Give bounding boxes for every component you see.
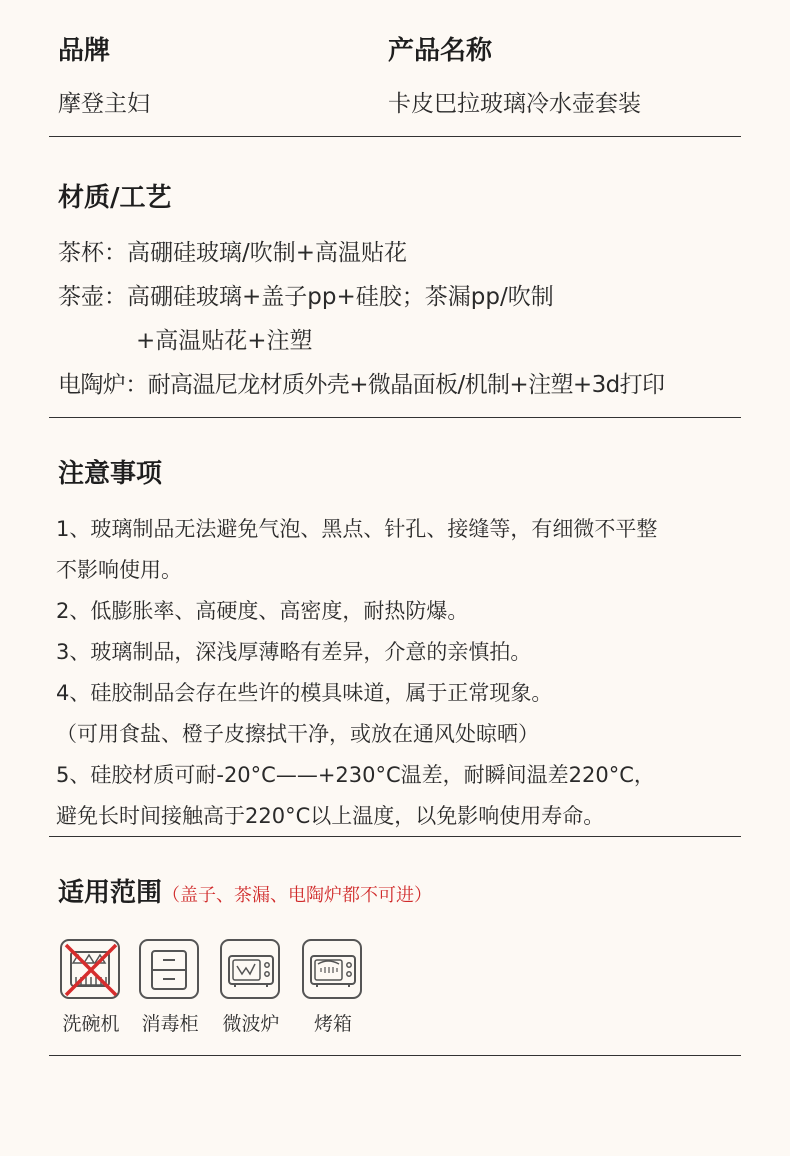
- product-value: 卡皮巴拉玻璃冷水壶套装: [388, 91, 641, 117]
- brand-value: 摩登主妇: [58, 91, 150, 117]
- notes-line: 1、玻璃制品无法避免气泡、黑点、针孔、接缝等，有细微不平整: [56, 517, 658, 541]
- material-heading: 材质/工艺: [58, 183, 172, 213]
- divider: [49, 417, 741, 418]
- oven-icon: [302, 939, 362, 999]
- material-line: 电陶炉：耐高温尼龙材质外壳+微晶面板/机制+注塑+3d打印: [58, 372, 665, 398]
- sterilizer-cabinet-label: 消毒柜: [141, 1013, 199, 1035]
- scope-heading: [58, 872, 432, 909]
- notes-line: 5、硅胶材质可耐-20°C——+230°C温差，耐瞬间温差220°C，: [56, 763, 655, 787]
- sterilizer-cabinet-icon: [139, 939, 199, 999]
- divider: [49, 136, 741, 137]
- notes-line: 不影响使用。: [56, 558, 182, 582]
- microwave-icon: [220, 939, 280, 999]
- material-line: 茶壶：高硼硅玻璃+盖子pp+硅胶；茶漏pp/吹制: [58, 284, 554, 310]
- dishwasher-label: 洗碗机: [62, 1013, 120, 1035]
- brand-heading: 品牌: [58, 36, 111, 66]
- material-line: 茶杯：高硼硅玻璃/吹制+高温贴花: [58, 240, 408, 266]
- notes-heading: 注意事项: [58, 459, 163, 489]
- notes-line: 3、玻璃制品，深浅厚薄略有差异，介意的亲慎拍。: [56, 640, 532, 664]
- dishwasher-icon: [60, 939, 120, 999]
- divider: [49, 1055, 741, 1056]
- product-heading: 产品名称: [388, 36, 493, 66]
- microwave-label: 微波炉: [222, 1013, 280, 1035]
- material-line: +高温贴花+注塑: [136, 328, 313, 354]
- notes-line: （可用食盐、橙子皮擦拭干净，或放在通风处晾晒）: [56, 722, 539, 746]
- scope-heading-text: 适用范围: [58, 878, 163, 908]
- notes-line: 4、硅胶制品会存在些许的模具味道，属于正常现象。: [56, 681, 553, 705]
- notes-line: 2、低膨胀率、高硬度、高密度，耐热防爆。: [56, 599, 469, 623]
- oven-label: 烤箱: [313, 1013, 352, 1035]
- notes-line: 避免长时间接触高于220°C以上温度，以免影响使用寿命。: [56, 804, 605, 828]
- divider: [49, 836, 741, 837]
- scope-warning-note: （盖子、茶漏、电陶炉都不可进）: [162, 885, 433, 906]
